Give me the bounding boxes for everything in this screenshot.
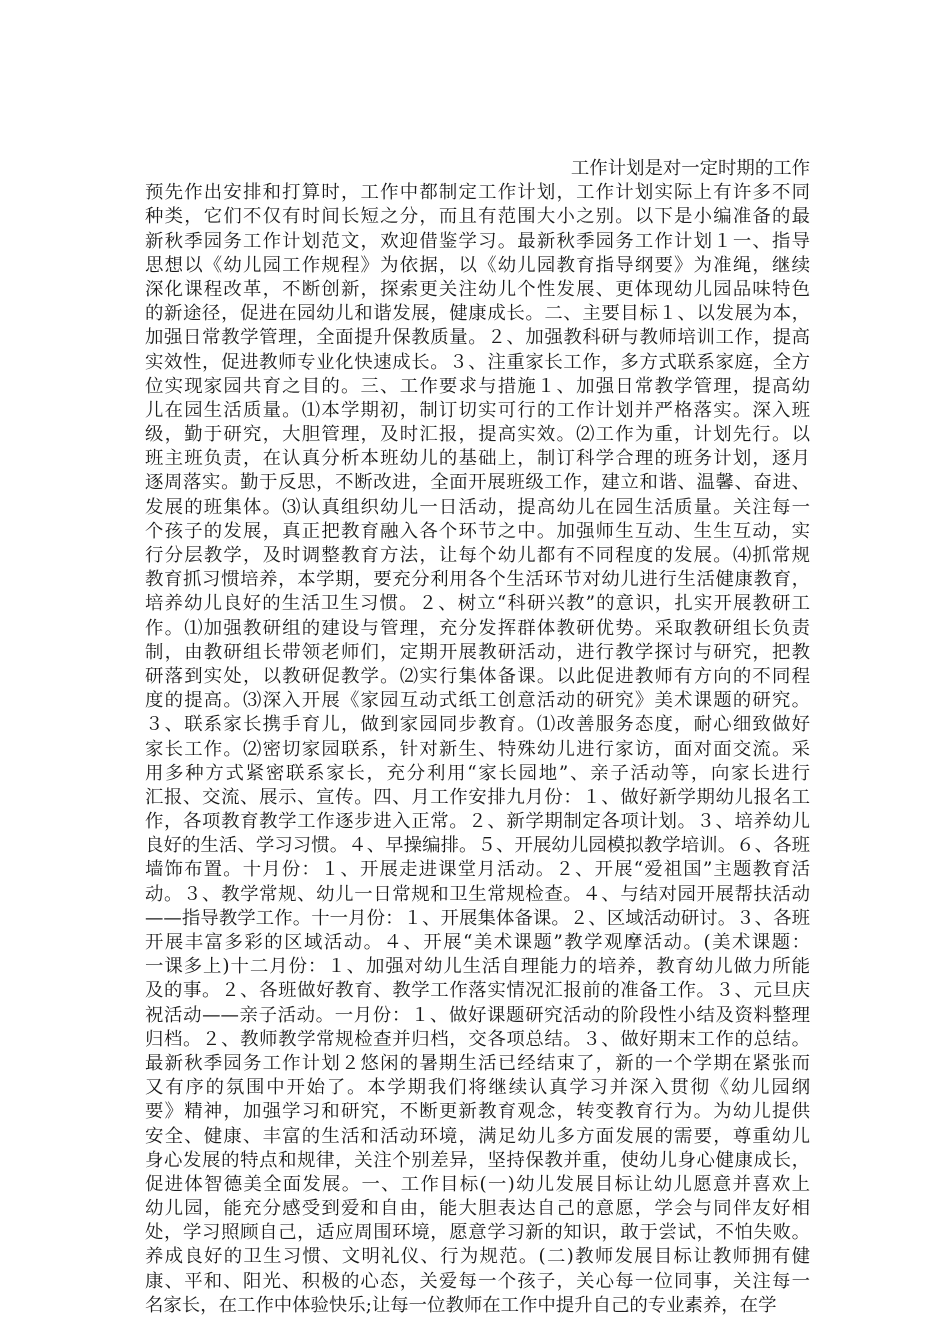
text-line: 动。３、教学常规、幼儿一日常规和卫生常规检查。４、与结对园开展帮扶活动: [145, 883, 810, 905]
text-line: 预先作出安排和打算时，工作中都制定工作计划，工作计划实际上有许多不同: [145, 182, 810, 204]
text-line: 促进体智德美全面发展。一、工作目标(一)幼儿发展目标让幼儿愿意并喜欢上: [145, 1173, 810, 1195]
text-line: 深化课程改革，不断创新，探索更关注幼儿个性发展、更体现幼儿园品味特色: [145, 278, 810, 300]
text-line: 行分层教学，及时调整教育方法，让每个幼儿都有不同程度的发展。⑷抓常规: [145, 545, 810, 566]
text-line: 逐周落实。勤于反思，不断改进，全面开展班级工作，建立和谐、温馨、奋进、: [145, 472, 810, 494]
text-line: 名家长，在工作中体验快乐;让每一位教师在工作中提升自己的专业素养，在学: [145, 1294, 777, 1316]
body-text: [145, 157, 810, 1318]
text-line: 幼儿园，能充分感受到爱和自由，能大胆表达自己的意愿，学会与同伴友好相: [145, 1198, 810, 1220]
text-line: 班主班负责，在认真分析本班幼儿的基础上，制订科学合理的班务计划，逐月: [145, 448, 810, 470]
text-line: 墙饰布置。十月份：１、开展走进课堂月活动。２、开展“爱祖国”主题教育活: [145, 859, 810, 881]
text-line: 位实现家园共育之目的。三、工作要求与措施１、加强日常教学管理，提高幼: [145, 375, 810, 397]
text-line: 的新途径，促进在园幼儿和谐发展，健康成长。二、主要目标１、以发展为本，: [145, 303, 810, 325]
text-line: 良好的生活、学习习惯。４、早操编排。５、开展幼儿园模拟教学培训。６、各班: [145, 835, 810, 857]
text-line: 处，学习照顾自己，适应周围环境，愿意学习新的知识，敢于尝试，不怕失败。: [145, 1222, 810, 1244]
text-line: 研落到实处，以教研促教学。⑵实行集体备课。以此促进教师有方向的不同程: [145, 665, 810, 687]
text-line: 个孩子的发展，真正把教育融入各个环节之中。加强师生互动、生生互动，实: [145, 520, 810, 542]
text-line: 及的事。２、各班做好教育、教学工作落实情况汇报前的准备工作。３、元旦庆: [145, 980, 810, 1002]
text-line: 思想以《幼儿园工作规程》为依据，以《幼儿园教育指导纲要》为准绳，继续: [145, 254, 810, 276]
text-line: 儿在园生活质量。⑴本学期初，制订切实可行的工作计划并严格落实。深入班: [145, 399, 810, 421]
text-line: 养成良好的卫生习惯、文明礼仪、行为规范。(二)教师发展目标让教师拥有健: [145, 1246, 810, 1268]
text-line: 工作计划是对一定时期的工作: [570, 158, 810, 179]
text-line: 要》精神，加强学习和研究，不断更新教育观念，转变教育行为。为幼儿提供: [145, 1101, 810, 1123]
text-line: 作，各项教育教学工作逐步进入正常。２、新学期制定各项计划。３、培养幼儿: [145, 811, 810, 833]
text-line: 身心发展的特点和规律，关注个别差异，坚持保教并重，使幼儿身心健康成长，: [145, 1149, 810, 1171]
text-line: 发展的班集体。⑶认真组织幼儿一日活动，提高幼儿在园生活质量。关注每一: [145, 496, 810, 518]
text-line: ——指导教学工作。十一月份：１、开展集体备课。２、区域活动研讨。３、各班: [145, 907, 810, 929]
text-line: 教育抓习惯培养，本学期，要充分利用各个生活环节对幼儿进行生活健康教育，: [145, 569, 810, 591]
text-line: 一课多上)十二月份：１、加强对幼儿生活自理能力的培养，教育幼儿做力所能: [145, 956, 810, 978]
text-line: 新秋季园务工作计划范文，欢迎借鉴学习。最新秋季园务工作计划１一、指导: [145, 230, 810, 252]
text-line: 种类，它们不仅有时间长短之分，而且有范围大小之别。以下是小编准备的最: [145, 206, 810, 228]
text-line: 祝活动——亲子活动。一月份：１、做好课题研究活动的阶段性小结及资料整理: [145, 1004, 810, 1026]
text-line: 制，由教研组长带领老师们，定期开展教研活动，进行教学探讨与研究，把教: [145, 641, 810, 663]
text-line: 培养幼儿良好的生活卫生习惯。２、树立“科研兴教”的意识，扎实开展教研工: [145, 593, 810, 615]
text-line: 级，勤于研究，大胆管理，及时汇报，提高实效。⑵工作为重，计划先行。以: [145, 424, 810, 446]
text-line: 用多种方式紧密联系家长，充分利用“家长园地”、亲子活动等，向家长进行: [145, 762, 810, 784]
text-line: 作。⑴加强教研组的建设与管理，充分发挥群体教研优势。采取教研组长负责: [145, 617, 810, 639]
text-line: 汇报、交流、展示、宣传。四、月工作安排九月份：１、做好新学期幼儿报名工: [145, 786, 810, 808]
text-line: 安全、健康、丰富的生活和活动环境，满足幼儿多方面发展的需要，尊重幼儿: [145, 1125, 810, 1147]
text-line: 开展丰富多彩的区域活动。４、开展“美术课题”教学观摩活动。(美术课题：: [145, 932, 810, 953]
text-line: 加强日常教学管理，全面提升保教质量。２、加强教科研与教师培训工作，提高: [145, 327, 810, 349]
text-line: 康、平和、阳光、积极的心态，关爱每一个孩子，关心每一位同事，关注每一: [145, 1270, 810, 1292]
text-line: 最新秋季园务工作计划２悠闲的暑期生活已经结束了，新的一个学期在紧张而: [145, 1052, 810, 1074]
text-line: 家长工作。⑵密切家园联系，针对新生、特殊幼儿进行家访，面对面交流。采: [145, 738, 810, 760]
text-line: 度的提高。⑶深入开展《家园互动式纸工创意活动的研究》美术课题的研究。: [145, 690, 810, 712]
text-line: 又有序的氛围中开始了。本学期我们将继续认真学习并深入贯彻《幼儿园纲: [145, 1077, 810, 1099]
text-line: ３、联系家长携手育儿，做到家园同步教育。⑴改善服务态度，耐心细致做好: [145, 714, 810, 736]
text-line: 归档。２、教师教学常规检查并归档，交各项总结。３、做好期末工作的总结。: [145, 1028, 810, 1050]
text-line: 实效性，促进教师专业化快速成长。３、注重家长工作，多方式联系家庭，全方: [145, 351, 810, 373]
